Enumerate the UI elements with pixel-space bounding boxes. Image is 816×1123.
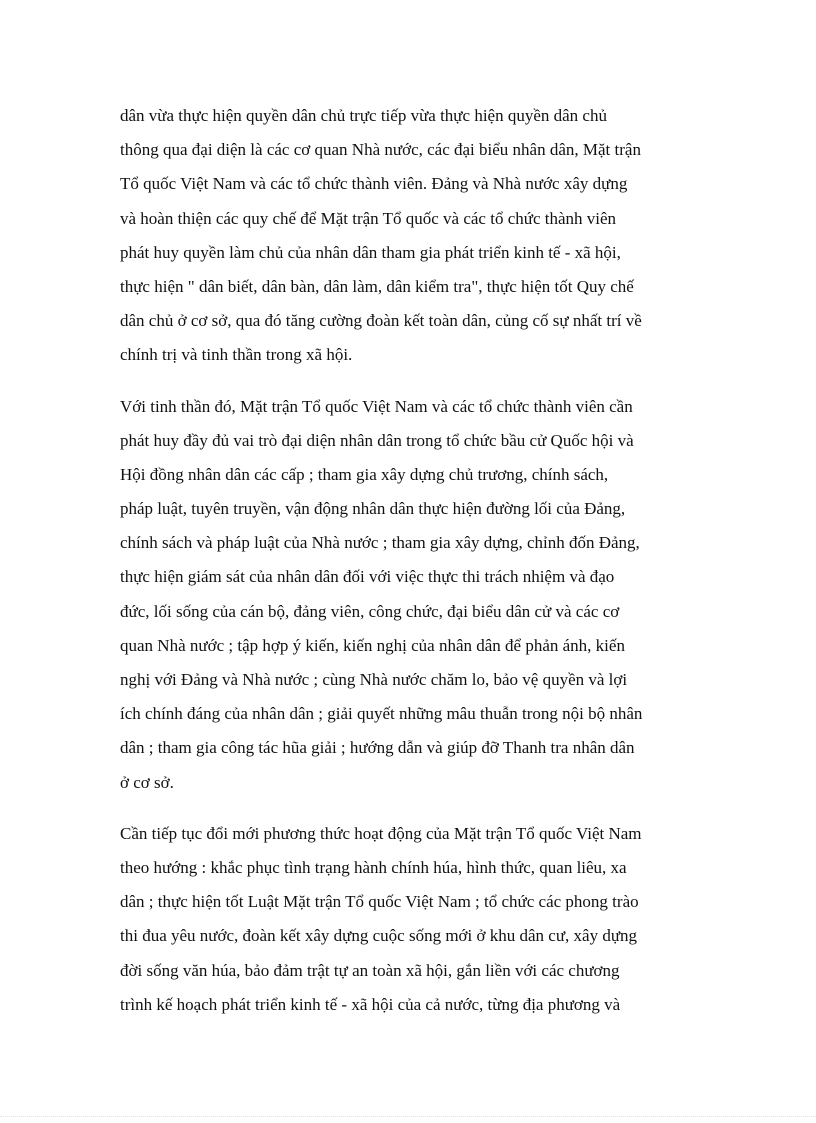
- text-line: Tổ quốc Việt Nam và các tổ chức thành viên. Đảng và Nhà nước xây dựng: [120, 174, 628, 194]
- text-line: phát huy đầy đủ vai trò đại diện nhân dân trong tổ chức bầu cử Quốc hội và: [120, 430, 634, 450]
- text-line: dân ; thực hiện tốt Luật Mặt trận Tổ quốc Việt Nam ; tổ chức các phong trào: [120, 892, 639, 912]
- paragraph-3: [120, 817, 700, 1022]
- text-line: dân vừa thực hiện quyền dân chủ trực tiếp vừa thực hiện quyền dân chủ: [120, 106, 607, 125]
- text-line: thực hiện giám sát của nhân dân đối với việc thực thi trách nhiệm và đạo: [120, 567, 615, 587]
- page-bottom-divider: [0, 1116, 816, 1117]
- paragraph-2: [120, 390, 700, 800]
- text-line: thi đua yêu nước, đoàn kết xây dựng cuộc sống mới ở khu dân cư, xây dựng: [120, 926, 638, 946]
- text-line: phát huy quyền làm chủ của nhân dân tham gia phát triển kinh tế - xã hội,: [120, 242, 621, 262]
- text-line: thông qua đại diện là các cơ quan Nhà nước, các đại biểu nhân dân, Mặt trận: [120, 140, 641, 160]
- paragraph-1: [120, 99, 700, 373]
- text-line: Hội đồng nhân dân các cấp ; tham gia xây dựng chủ trương, chính sách,: [120, 464, 609, 484]
- text-line: ở cơ sở.: [120, 772, 174, 792]
- text-line: Với tinh thần đó, Mặt trận Tổ quốc Việt Nam và các tổ chức thành viên cần: [120, 396, 633, 416]
- text-line: đức, lối sống của cán bộ, đảng viên, công chức, đại biểu dân cử và các cơ: [120, 601, 620, 621]
- text-line: chính trị và tinh thần trong xã hội.: [120, 345, 353, 365]
- text-line: chính sách và pháp luật của Nhà nước ; tham gia xây dựng, chỉnh đốn Đảng,: [120, 533, 640, 553]
- text-line: ích chính đáng của nhân dân ; giải quyết những mâu thuẫn trong nội bộ nhân: [120, 704, 643, 724]
- text-line: dân ; tham gia công tác hũa giải ; hướng dẫn và giúp đỡ Thanh tra nhân dân: [120, 738, 635, 758]
- text-line: pháp luật, tuyên truyền, vận động nhân dân thực hiện đường lối của Đảng,: [120, 499, 626, 519]
- text-line: đời sống văn húa, bảo đảm trật tự an toàn xã hội, gắn liền với các chương: [120, 960, 620, 980]
- text-line: quan Nhà nước ; tập hợp ý kiến, kiến nghị của nhân dân để phản ánh, kiến: [120, 635, 625, 655]
- text-line: theo hướng : khắc phục tình trạng hành chính húa, hình thức, quan liêu, xa: [120, 857, 627, 877]
- text-line: và hoàn thiện các quy chế để Mặt trận Tổ quốc và các tổ chức thành viên: [120, 208, 617, 228]
- text-line: dân chủ ở cơ sở, qua đó tăng cường đoàn kết toàn dân, củng cố sự nhất trí về: [120, 311, 642, 331]
- text-line: trình kế hoạch phát triển kinh tế - xã hội của cả nước, từng địa phương và: [120, 994, 621, 1014]
- text-line: Cần tiếp tục đổi mới phương thức hoạt động của Mặt trận Tổ quốc Việt Nam: [120, 823, 642, 843]
- document-body: [120, 99, 700, 1022]
- text-line: nghị với Đảng và Nhà nước ; cùng Nhà nước chăm lo, bảo vệ quyền và lợi: [120, 670, 628, 689]
- text-line: thực hiện " dân biết, dân bàn, dân làm, dân kiểm tra", thực hiện tốt Quy chế: [120, 276, 634, 296]
